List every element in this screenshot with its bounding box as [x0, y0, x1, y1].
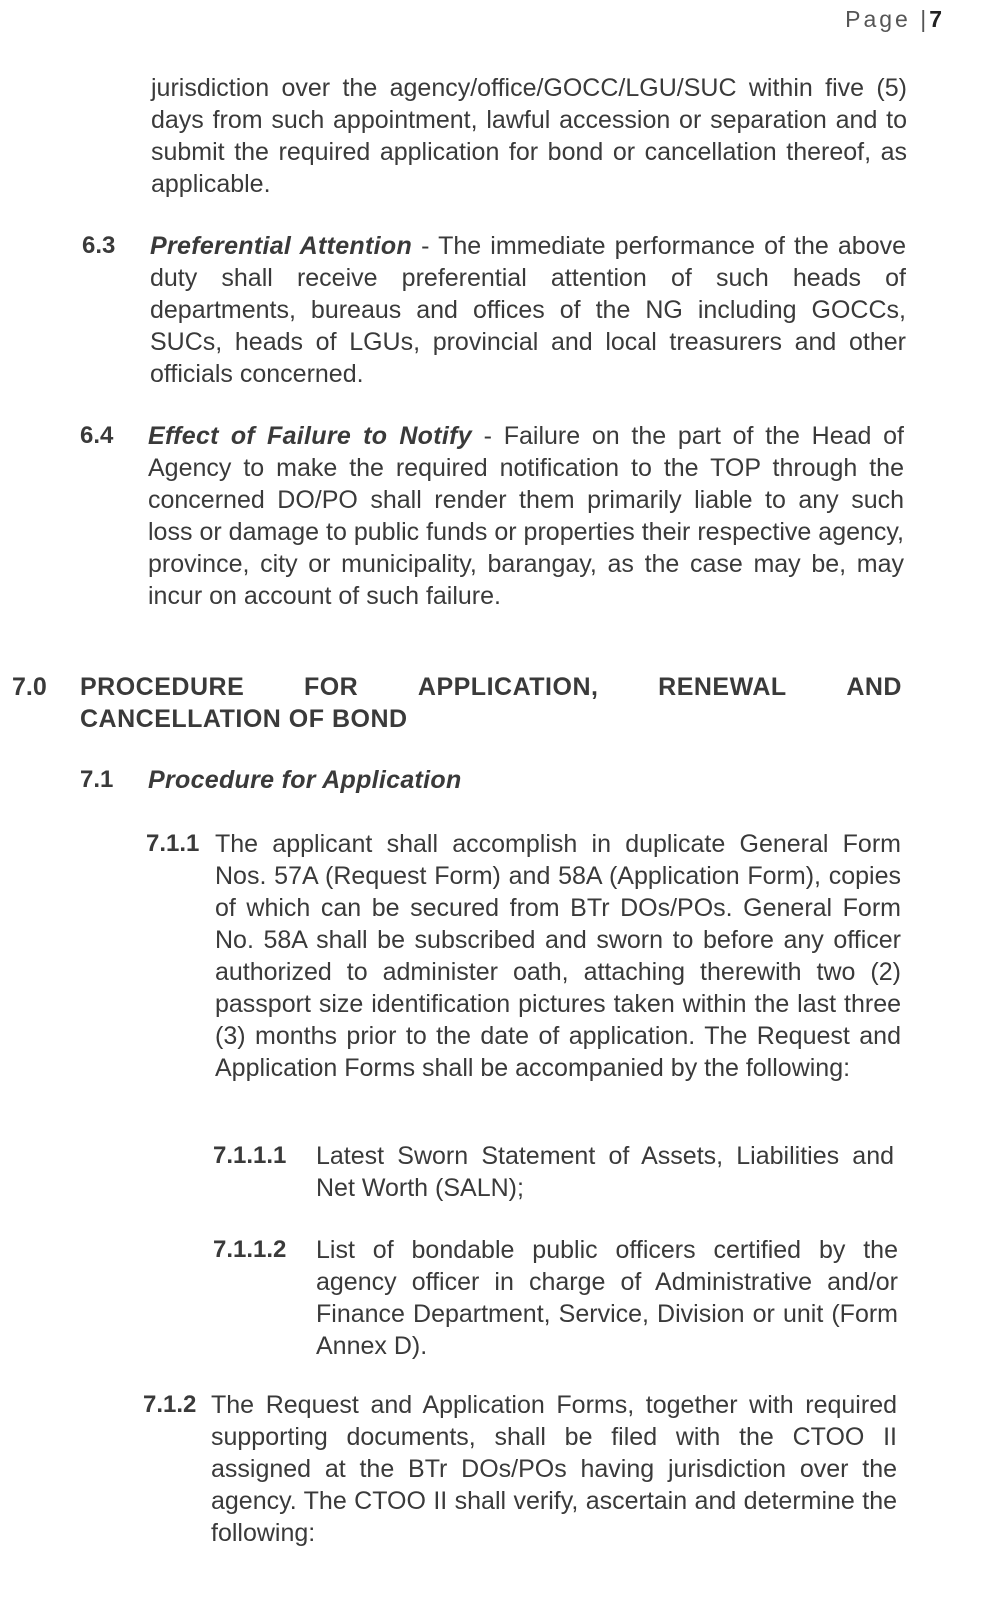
section-7-1-2-paragraph [211, 1389, 897, 1549]
section-7-1-1-number: 7.1.1 [146, 830, 200, 857]
section-7-1-2-number: 7.1.2 [143, 1391, 197, 1418]
section-6-3-title: Preferential Attention [150, 232, 413, 260]
section-7-0-word-1: PROCEDURE [80, 673, 245, 701]
intro-paragraph [151, 72, 907, 200]
section-7-1-1-text: The applicant shall accomplish in duplicate General Form Nos. 57A (Request Form) and 58A (Application Form), copies of which can be secured from BTr DOs/POs. General Form No. 58A shall be subscribed and sworn to before any officer authorized to administer oath, attaching therewith two (2) passport size identification pictures taken within the last three (3) months prior to the date of application. The Request and Application Forms shall be accompanied by the following: [215, 830, 901, 1082]
section-7-1-1-2-text: List of bondable public officers certified by the agency officer in charge of Administrative and/or Finance Department, Service, Division or unit (Form Annex D). [316, 1236, 898, 1360]
section-6-4-paragraph [148, 420, 904, 612]
page-label: Page | [845, 6, 930, 32]
section-7-1-1-1-text: Latest Sworn Statement of Assets, Liabilities and Net Worth (SALN); [316, 1142, 894, 1202]
section-7-0-heading [80, 671, 902, 735]
page-number-value: 7 [929, 6, 942, 32]
section-6-4-text: Failure on the part of the Head of Agency to make the required notification to the TOP through the concerned DO/PO shall render them primarily liable to any such loss or damage to public funds or properties their respective agency, province, city or municipality, barangay, as the case may be, may incur on account of such failure. [148, 422, 904, 610]
section-7-0-heading-line-1 [80, 671, 902, 703]
section-7-0-number: 7.0 [12, 673, 47, 701]
section-7-0-word-2: FOR [303, 673, 359, 701]
section-7-0-word-4: RENEWAL [658, 673, 787, 701]
section-6-4-title: Effect of Failure to Notify [148, 422, 472, 450]
intro-text: jurisdiction over the agency/office/GOCC/LGU/SUC within five (5) days from such appointment, lawful accession or separation and to submit the required application for bond or cancellation thereof, as applicable. [151, 74, 907, 198]
section-7-0-word-3: APPLICATION, [417, 673, 599, 701]
section-7-1-1-paragraph [215, 828, 901, 1084]
section-6-3-separator: - [412, 232, 439, 260]
section-7-1-1-2-number: 7.1.1.2 [213, 1236, 287, 1263]
section-7-1-title: Procedure for Application [148, 766, 462, 794]
section-7-0-word-5: AND [846, 673, 902, 701]
section-7-1-1-2-paragraph [316, 1234, 898, 1362]
section-6-4-number: 6.4 [80, 422, 114, 449]
section-7-1-1-1-paragraph [316, 1140, 894, 1204]
section-6-3-paragraph [150, 230, 906, 390]
section-7-1-number: 7.1 [80, 766, 114, 793]
section-6-4-separator: - [471, 422, 504, 450]
section-7-0-heading-line-2: CANCELLATION OF BOND [80, 705, 408, 733]
section-7-1-1-1-number: 7.1.1.1 [213, 1142, 287, 1169]
section-6-3-number: 6.3 [82, 232, 116, 259]
section-7-1-2-text: The Request and Application Forms, together with required supporting documents, shall be filed with the CTOO II assigned at the BTr DOs/POs having jurisdiction over the agency. The CTOO II shall verify, ascertain and determine the following: [211, 1391, 897, 1547]
page-number [845, 6, 942, 33]
section-6-3-text: The immediate performance of the above duty shall receive preferential attention of such heads of departments, bureaus and offices of the NG including GOCCs, SUCs, heads of LGUs, provincial and local treasurers and other officials concerned. [150, 232, 907, 388]
section-7-1-heading [148, 764, 904, 796]
